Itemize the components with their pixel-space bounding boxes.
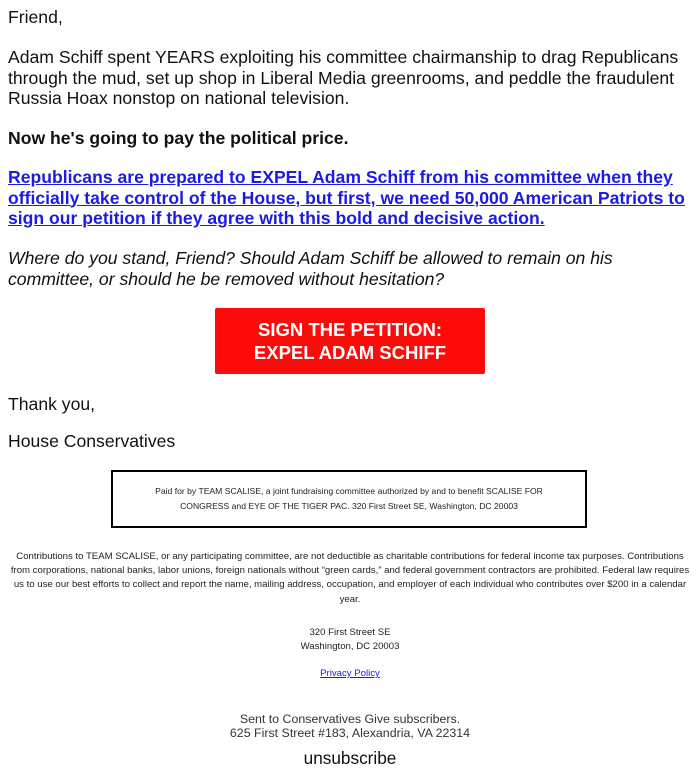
cta-line-1: SIGN THE PETITION: <box>258 319 442 340</box>
privacy-row <box>8 667 692 681</box>
sent-line-1: Sent to Conservatives Give subscribers. <box>239 712 461 726</box>
signoff: House Conservatives <box>8 431 176 451</box>
contribution-disclaimer: Contributions to TEAM SCALISE, or any participating committee, are not deductible as charitable contributions for federal income tax purposes. Contributions from corporations, national banks, labor unions, foreign nationals without “green cards,” and federal government contractors are prohibited. Federal law requires us to use our best efforts to collect and report the name, mailing address, occupation, and employer of each individual who contributes over $200 in a calendar year. <box>10 551 690 605</box>
thanks-line: Thank you, <box>8 394 96 414</box>
intro-paragraph: Adam Schiff spent YEARS exploiting his committee chairmanship to drag Republicans through the mud, set up shop in Liberal Media greenrooms, and peddle the fraudulent Russia Hoax nonstop on national television. <box>8 47 679 108</box>
greeting: Friend, <box>8 7 63 27</box>
paid-for-box <box>111 470 587 528</box>
unsubscribe-link[interactable]: unsubscribe <box>303 748 397 768</box>
privacy-policy-link[interactable]: Privacy Policy <box>320 668 380 679</box>
sent-line-2: 625 First Street #183, Alexandria, VA 22314 <box>229 726 471 740</box>
petition-link[interactable]: Republicans are prepared to EXPEL Adam Schiff from his committee when they officially take control of the House, but first, we need 50,000 American Patriots to sign our petition if they agree with this bold and decisive action. <box>8 167 685 228</box>
petition-paragraph <box>8 167 692 229</box>
paid-for-text: Paid for by TEAM SCALISE, a joint fundraising committee authorized by and to benefit SCALISE FOR CONGRESS and EYE OF THE TIGER PAC. 320 First Street SE, Washington, DC 20003 <box>155 486 543 511</box>
cta-line-2: EXPEL ADAM SCHIFF <box>253 342 447 363</box>
sent-to-notice <box>0 712 700 740</box>
address-line-1: 320 First Street SE <box>309 627 391 638</box>
political-price-line: Now he's going to pay the political price. <box>8 128 349 148</box>
address-line-2: Washington, DC 20003 <box>300 641 400 653</box>
sign-petition-button[interactable] <box>215 308 485 374</box>
footer-address <box>8 626 692 654</box>
question-paragraph: Where do you stand, Friend? Should Adam Schiff be allowed to remain on his committee, or should he be removed without hesitation? <box>8 248 613 289</box>
